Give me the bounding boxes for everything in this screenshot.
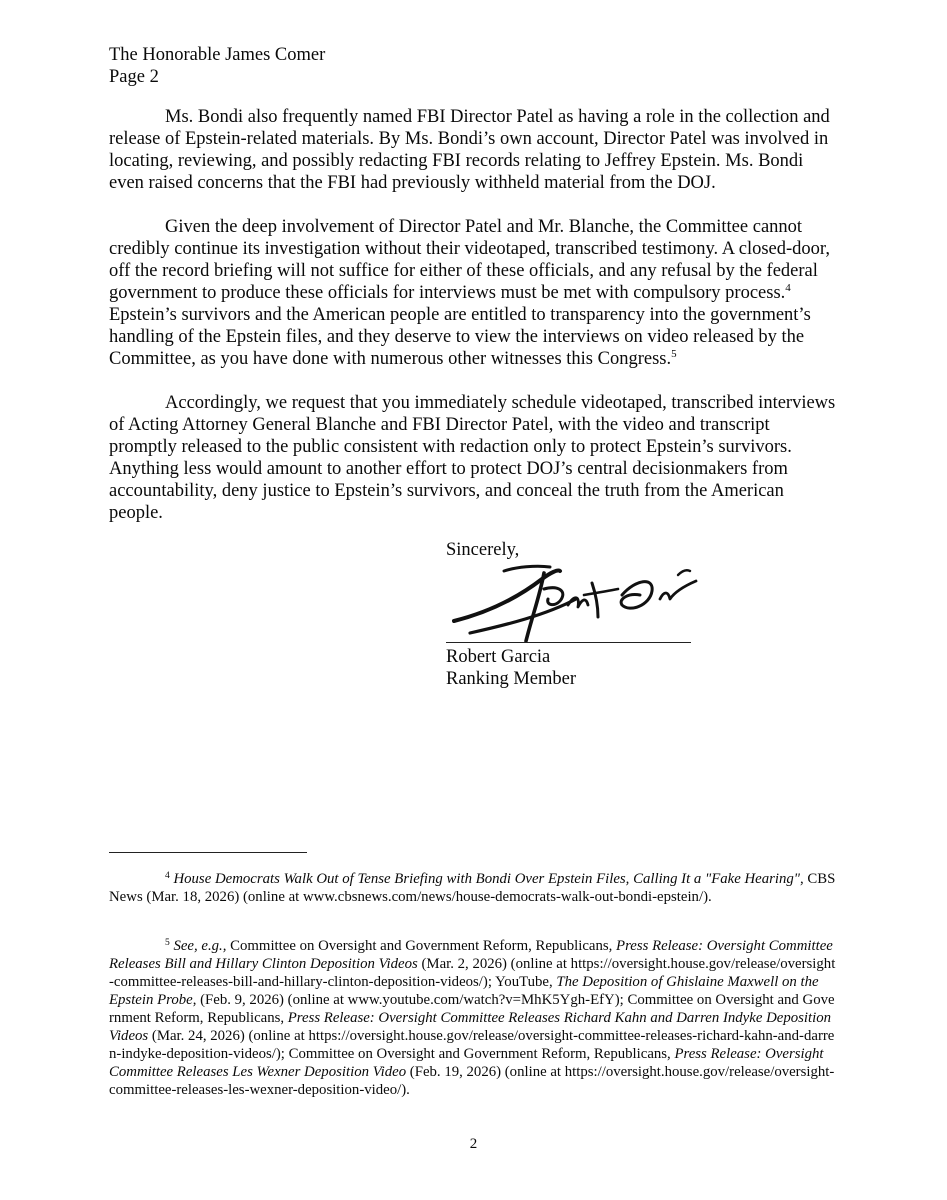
footnote-4: [109, 870, 837, 906]
footnote-5-citation-2: , (Feb. 9, 2026) (online at www.youtube.com/watch?v=MhK5Ygh-EfY); Committee on Oversight and Government Reform, Republicans,: [109, 992, 835, 1026]
paragraph-1-text: Ms. Bondi also frequently named FBI Director Patel as having a role in the collection and release of Epstein-related materials. By Ms. Bondi’s own account, Director Patel was involved in locating, reviewing, and possibly redacting FBI records relating to Jeffrey Epstein. Ms. Bondi even raised concerns that the FBI had previously withheld material from the DOJ.: [109, 107, 830, 193]
paragraph-2: [109, 216, 839, 370]
footnote-5-title-2: The Deposition of Ghislaine Maxwell on the Epstein Probe: [109, 974, 819, 1008]
footnote-5-mark: 5: [165, 938, 170, 948]
footnote-5: [109, 937, 837, 1099]
closing-salutation: Sincerely,: [446, 540, 520, 560]
footnote-5-citation-1: (Mar. 2, 2026) (online at https://oversight.house.gov/release/oversight-committee-releases-bill-and-hillary-clinton-deposition-videos/); YouTube,: [109, 956, 836, 990]
signer-title: Ranking Member: [446, 669, 576, 689]
handwritten-signature: [446, 555, 726, 655]
footnote-ref-4: 4: [785, 282, 791, 294]
footnote-5-see: See, e.g.,: [173, 938, 227, 954]
footnote-ref-5: 5: [671, 348, 677, 360]
paragraph-3: [109, 392, 839, 524]
paragraph-2-text-a: Given the deep involvement of Director Patel and Mr. Blanche, the Committee cannot credibly continue its investigation without their videotaped, transcribed testimony. A closed-door, off the record briefing will not suffice for either of these officials, and any refusal by the federal government to produce these officials for interviews must be met with compulsory process.: [109, 217, 830, 303]
page-number: 2: [469, 1136, 478, 1152]
footnote-4-title: House Democrats Walk Out of Tense Briefing with Bondi Over Epstein Files, Calling It a "Fake Hearing": [173, 871, 801, 887]
footnote-5-title-4: Press Release: Oversight Committee Releases Les Wexner Deposition Video: [109, 1046, 824, 1080]
paragraph-3-text: Accordingly, we request that you immediately schedule videotaped, transcribed interviews of Acting Attorney General Blanche and FBI Director Patel, with the video and transcript promptly released to the public consistent with redaction only to protect Epstein’s survivors. Anything less would amount to another effort to protect DOJ’s central decisionmakers from accountability, deny justice to Epstein’s survivors, and conceal the truth from the American people.: [109, 393, 836, 523]
paragraph-2-text-b: Epstein’s survivors and the American people are entitled to transparency into the government’s handling of the Epstein files, and they deserve to view the interviews on video released by the Committee, as you have done with numerous other witnesses this Congress.: [109, 305, 811, 369]
footnote-5-source-1-comma: ,: [608, 938, 613, 954]
footnote-5-source-1: Committee on Oversight and Government Reform, Republicans: [226, 938, 609, 954]
recipient-line: The Honorable James Comer: [109, 45, 326, 65]
footnote-5-title-3: Press Release: Oversight Committee Releases Richard Kahn and Darren Indyke Deposition Videos: [109, 1010, 832, 1044]
signer-name: Robert Garcia: [446, 647, 551, 667]
footnote-separator: [109, 852, 307, 853]
signer-block: [446, 646, 576, 690]
footnote-4-mark: 4: [165, 871, 170, 881]
paragraph-1: [109, 106, 839, 194]
letter-header: [109, 44, 325, 88]
footnote-5-citation-4: (Feb. 19, 2026) (online at https://oversight.house.gov/release/oversight-committee-releases-les-wexner-deposition-video/).: [109, 1064, 835, 1098]
footnote-5-citation-3: (Mar. 24, 2026) (online at https://oversight.house.gov/release/oversight-committee-releases-richard-kahn-and-darren-indyke-deposition-videos/); Committee on Oversight and Government Reform, Republicans,: [109, 1028, 835, 1062]
page-label: Page 2: [109, 67, 159, 87]
footnote-4-citation: , CBS News (Mar. 18, 2026) (online at www.cbsnews.com/news/house-democrats-walk-out-bondi-epstein/).: [109, 871, 836, 905]
footnote-5-title-1: Press Release: Oversight Committee Releases Bill and Hillary Clinton Deposition Videos: [109, 938, 833, 972]
signature-line: [446, 642, 691, 643]
